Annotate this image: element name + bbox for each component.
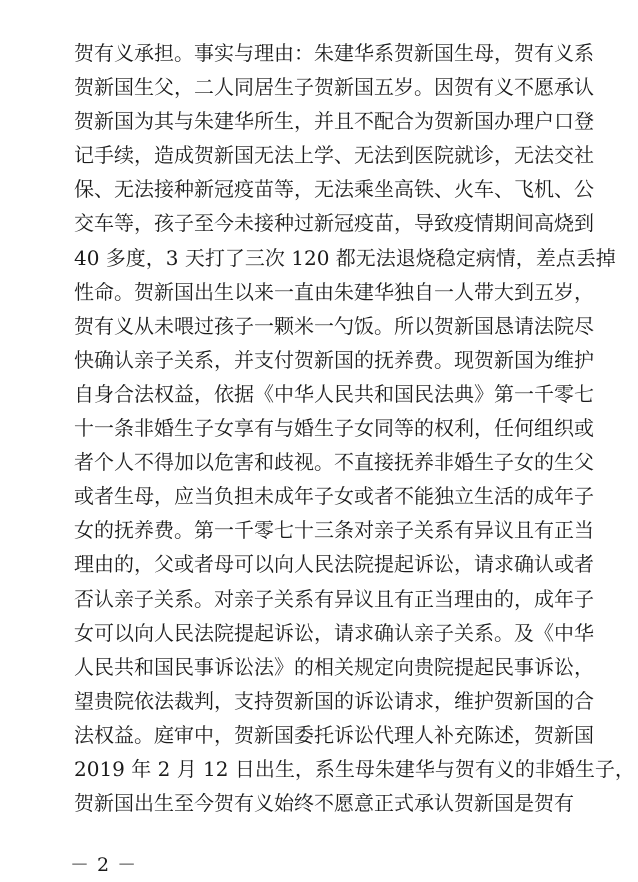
text-line-21: 法权益。庭审中，贺新国委托诉讼代理人补充陈述，贺新国	[74, 722, 594, 747]
page-number: － 2 －	[70, 854, 138, 876]
text-line-8: 性命。贺新国出生以来一直由朱建华独自一人带大到五岁，	[74, 279, 594, 304]
text-line-7: 40 多度，3 天打了三次 120 都无法退烧稳定病情，差点丢掉	[74, 245, 616, 270]
text-line-6: 交车等，孩子至今未接种过新冠疫苗，导致疫情期间高烧到	[74, 211, 594, 236]
text-line-18: 女可以向人民法院提起诉讼，请求确认亲子关系。及《中华	[74, 620, 594, 645]
text-line-23: 贺新国出生至今贺有义始终不愿意正式承认贺新国是贺有	[74, 791, 574, 816]
text-line-15: 女的抚养费。第一千零七十三条对亲子关系有异议且有正当	[74, 518, 594, 543]
text-line-14: 或者生母，应当负担未成年子女或者不能独立生活的成年子	[74, 484, 594, 509]
text-line-5: 保、无法接种新冠疫苗等，无法乘坐高铁、火车、飞机、公	[74, 177, 594, 202]
text-line-3: 贺新国为其与朱建华所生，并且不配合为贺新国办理户口登	[74, 109, 594, 134]
text-line-2: 贺新国生父，二人同居生子贺新国五岁。因贺有义不愿承认	[74, 75, 594, 100]
document-body	[74, 36, 635, 820]
text-line-19: 人民共和国民事诉讼法》的相关规定向贵院提起民事诉讼，	[74, 654, 594, 679]
text-line-13: 者个人不得加以危害和歧视。不直接抚养非婚生子女的生父	[74, 450, 594, 475]
text-line-12: 十一条非婚生子女享有与婚生子女同等的权利，任何组织或	[74, 416, 594, 441]
text-line-1: 贺有义承担。事实与理由：朱建华系贺新国生母，贺有义系	[74, 41, 594, 65]
text-line-10: 快确认亲子关系，并支付贺新国的抚养费。现贺新国为维护	[74, 347, 594, 372]
text-line-20: 望贵院依法裁判，支持贺新国的诉讼请求，维护贺新国的合	[74, 688, 594, 713]
text-line-22: 2019 年 2 月 12 日出生，系生母朱建华与贺有义的非婚生子，	[74, 756, 635, 781]
text-line-4: 记手续，造成贺新国无法上学、无法到医院就诊，无法交社	[74, 143, 594, 168]
text-line-9: 贺有义从未喂过孩子一颗米一勺饭。所以贺新国恳请法院尽	[74, 313, 594, 338]
text-line-17: 否认亲子关系。对亲子关系有异议且有正当理由的，成年子	[74, 586, 594, 611]
text-line-11: 自身合法权益，依据《中华人民共和国民法典》第一千零七	[74, 381, 594, 406]
text-line-16: 理由的，父或者母可以向人民法院提起诉讼，请求确认或者	[74, 552, 594, 577]
